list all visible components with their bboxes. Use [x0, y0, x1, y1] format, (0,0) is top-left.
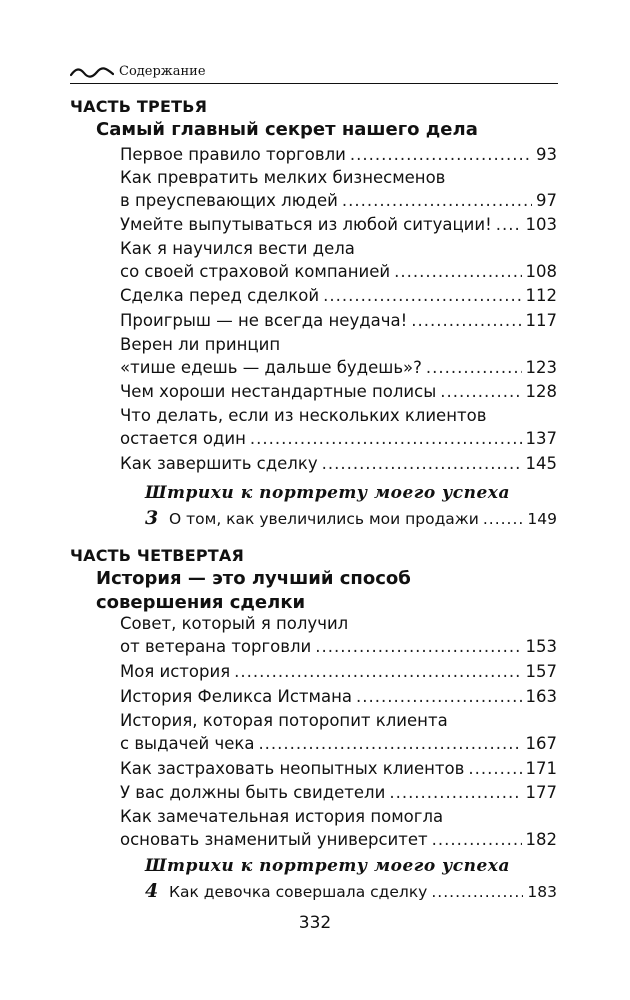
leader-dots [496, 213, 522, 236]
entry-title: со своей страховой компанией [120, 262, 391, 281]
entry-title-line1: Как я научился вести дела [120, 239, 355, 258]
toc-entry[interactable] [120, 213, 557, 236]
leader-dots [468, 757, 521, 780]
leader-dots [431, 883, 523, 901]
entry-page: 103 [525, 215, 557, 234]
toc-entry[interactable] [120, 404, 557, 450]
strokes-entry-title: Как девочка совершала сделку [169, 883, 428, 901]
part3-title: Самый главный секрет нашего дела [96, 119, 478, 140]
leader-dots [250, 427, 522, 450]
entry-page: 137 [525, 429, 557, 448]
strokes-number: 4 [145, 880, 159, 902]
entry-page: 123 [525, 358, 557, 377]
toc-entry[interactable] [120, 284, 557, 307]
header-rule [70, 83, 558, 85]
entry-title: Первое правило торговли [120, 145, 346, 164]
toc-entry[interactable] [120, 143, 557, 166]
leader-dots [315, 635, 521, 658]
entry-page: 97 [536, 191, 557, 210]
leader-dots [322, 452, 522, 475]
entry-title: Проигрыш — не всегда неудача! [120, 311, 408, 330]
toc-entry[interactable] [120, 781, 557, 804]
entry-title: основать знаменитый университет [120, 830, 428, 849]
leader-dots [440, 380, 521, 403]
swash-ornament-icon [70, 66, 114, 80]
page-number: 332 [298, 913, 332, 933]
leader-dots [432, 828, 522, 851]
leader-dots [394, 260, 521, 283]
strokes-number: 3 [145, 507, 159, 529]
entry-title-line1: Верен ли принцип [120, 335, 281, 354]
entry-page: 177 [525, 783, 557, 802]
entry-page: 167 [525, 734, 557, 753]
toc-entry[interactable] [120, 333, 557, 379]
part4-label: ЧАСТЬ ЧЕТВЕРТАЯ [70, 546, 244, 565]
leader-dots [426, 356, 522, 379]
toc-entry[interactable] [120, 660, 557, 683]
leader-dots [342, 189, 532, 212]
strokes-entry-page: 149 [527, 510, 557, 528]
entry-page: 108 [525, 262, 557, 281]
entry-title: от ветерана торговли [120, 637, 312, 656]
leader-dots [258, 732, 521, 755]
entry-page: 145 [525, 454, 557, 473]
entry-title-line1: Что делать, если из нескольких клиентов [120, 406, 487, 425]
entry-title: «тише едешь — дальше будешь»? [120, 358, 422, 377]
leader-dots [356, 685, 522, 708]
strokes-heading: Штрихи к портрету моего успеха [145, 856, 510, 876]
entry-page: 182 [525, 830, 557, 849]
entry-page: 157 [525, 662, 557, 681]
entry-title: Как застраховать неопытных клиентов [120, 759, 465, 778]
toc-entry[interactable] [120, 709, 557, 755]
part4-heading [70, 545, 560, 615]
toc-entry[interactable] [120, 309, 557, 332]
toc-entry[interactable] [120, 805, 557, 851]
part4-title-line2: совершения сделки [96, 592, 306, 613]
toc-entry[interactable] [120, 452, 557, 475]
toc-entry[interactable] [120, 380, 557, 403]
part3-label: ЧАСТЬ ТРЕТЬЯ [70, 97, 208, 116]
entry-page: 128 [525, 382, 557, 401]
toc-entry[interactable] [120, 237, 557, 283]
entry-title: Как завершить сделку [120, 454, 318, 473]
strokes-heading: Штрихи к портрету моего успеха [145, 483, 510, 503]
leader-dots [483, 510, 524, 528]
entry-page: 93 [536, 145, 557, 164]
strokes-entry[interactable] [145, 507, 557, 529]
entry-title: остается один [120, 429, 246, 448]
entry-title-line1: История, которая поторопит клиента [120, 711, 448, 730]
part3-heading [70, 96, 560, 142]
entry-title: Моя история [120, 662, 231, 681]
leader-dots [389, 781, 521, 804]
strokes-entry-title: О том, как увеличились мои продажи [169, 510, 479, 528]
entry-title: в преуспевающих людей [120, 191, 338, 210]
header-title: Содержание [119, 64, 206, 79]
toc-entry[interactable] [120, 685, 557, 708]
entry-title-line1: Как замечательная история помогла [120, 807, 444, 826]
leader-dots [234, 660, 521, 683]
strokes-entry[interactable] [145, 880, 557, 902]
entry-title: Умейте выпутываться из любой ситуации! [120, 215, 492, 234]
entry-title: История Феликса Истмана [120, 687, 352, 706]
part4-title-line1: История — это лучший способ [96, 568, 411, 589]
leader-dots [350, 143, 532, 166]
entry-page: 117 [525, 311, 557, 330]
toc-entry[interactable] [120, 757, 557, 780]
leader-dots [411, 309, 521, 332]
entry-title: Сделка перед сделкой [120, 286, 320, 305]
entry-title-line1: Совет, который я получил [120, 614, 349, 633]
running-header [70, 62, 558, 84]
entry-page: 153 [525, 637, 557, 656]
entry-page: 163 [525, 687, 557, 706]
entry-page: 112 [525, 286, 557, 305]
entry-title: Чем хороши нестандартные полисы [120, 382, 437, 401]
leader-dots [323, 284, 521, 307]
entry-title: с выдачей чека [120, 734, 255, 753]
toc-entry[interactable] [120, 612, 557, 658]
strokes-entry-page: 183 [527, 883, 557, 901]
toc-entry[interactable] [120, 166, 557, 212]
entry-title-line1: Как превратить мелких бизнесменов [120, 168, 446, 187]
entry-title: У вас должны быть свидетели [120, 783, 386, 802]
entry-page: 171 [525, 759, 557, 778]
